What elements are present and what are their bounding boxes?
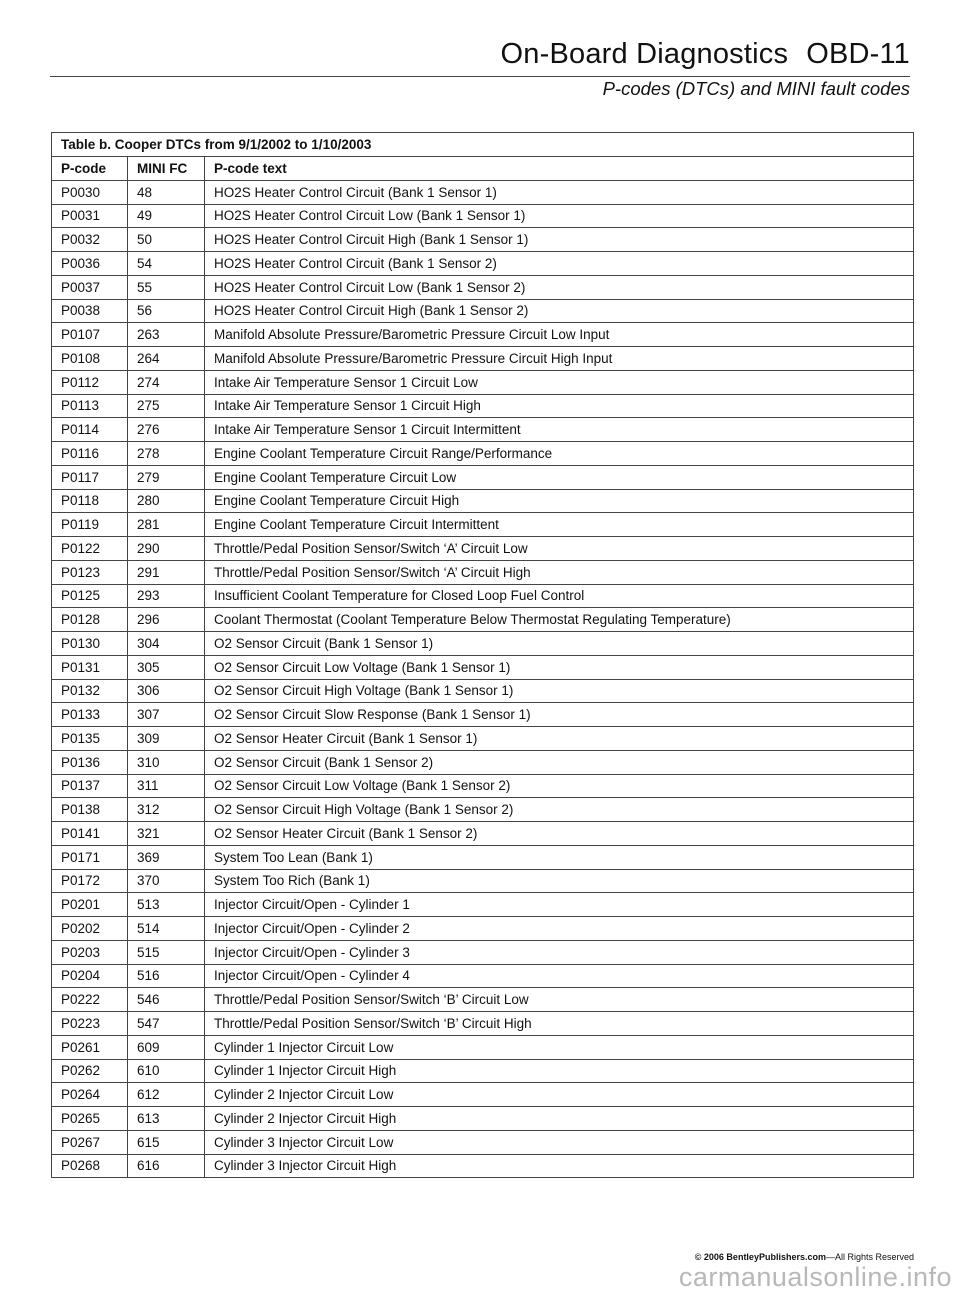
cell-pcode-text: Throttle/Pedal Position Sensor/Switch ‘B’ Circuit High bbox=[205, 1012, 914, 1036]
table-row bbox=[52, 869, 914, 893]
cell-pcode: P0171 bbox=[52, 845, 128, 869]
cell-pcode-text: O2 Sensor Circuit Low Voltage (Bank 1 Sensor 1) bbox=[205, 655, 914, 679]
table-row bbox=[52, 845, 914, 869]
cell-pcode: P0118 bbox=[52, 489, 128, 513]
cell-mini-fc: 304 bbox=[128, 632, 205, 656]
table-row bbox=[52, 489, 914, 513]
cell-pcode: P0123 bbox=[52, 560, 128, 584]
cell-pcode-text: O2 Sensor Circuit Slow Response (Bank 1 Sensor 1) bbox=[205, 703, 914, 727]
cell-mini-fc: 293 bbox=[128, 584, 205, 608]
cell-mini-fc: 615 bbox=[128, 1130, 205, 1154]
cell-pcode: P0131 bbox=[52, 655, 128, 679]
cell-pcode-text: Manifold Absolute Pressure/Barometric Pressure Circuit Low Input bbox=[205, 323, 914, 347]
table-row bbox=[52, 1035, 914, 1059]
cell-mini-fc: 278 bbox=[128, 442, 205, 466]
cell-mini-fc: 616 bbox=[128, 1154, 205, 1178]
column-header-mini-fc: MINI FC bbox=[128, 157, 205, 181]
table-row bbox=[52, 299, 914, 323]
cell-mini-fc: 311 bbox=[128, 774, 205, 798]
cell-pcode-text: Throttle/Pedal Position Sensor/Switch ‘A’ Circuit Low bbox=[205, 537, 914, 561]
cell-pcode-text: O2 Sensor Circuit High Voltage (Bank 1 Sensor 1) bbox=[205, 679, 914, 703]
cell-pcode: P0264 bbox=[52, 1083, 128, 1107]
table-body bbox=[52, 180, 914, 1178]
section-title: On-Board Diagnostics bbox=[500, 38, 789, 70]
cell-pcode-text: HO2S Heater Control Circuit (Bank 1 Sensor 2) bbox=[205, 252, 914, 276]
cell-pcode-text: Manifold Absolute Pressure/Barometric Pressure Circuit High Input bbox=[205, 347, 914, 371]
table-row bbox=[52, 323, 914, 347]
table-row bbox=[52, 1130, 914, 1154]
cell-pcode-text: Engine Coolant Temperature Circuit Range/Performance bbox=[205, 442, 914, 466]
cell-pcode: P0262 bbox=[52, 1059, 128, 1083]
cell-mini-fc: 613 bbox=[128, 1107, 205, 1131]
table-row bbox=[52, 418, 914, 442]
cell-mini-fc: 264 bbox=[128, 347, 205, 371]
cell-pcode-text: Engine Coolant Temperature Circuit Intermittent bbox=[205, 513, 914, 537]
cell-mini-fc: 547 bbox=[128, 1012, 205, 1036]
cell-pcode: P0223 bbox=[52, 1012, 128, 1036]
copyright-footer bbox=[695, 1252, 914, 1262]
cell-pcode-text: Cylinder 2 Injector Circuit Low bbox=[205, 1083, 914, 1107]
cell-pcode: P0108 bbox=[52, 347, 128, 371]
cell-mini-fc: 516 bbox=[128, 964, 205, 988]
cell-mini-fc: 612 bbox=[128, 1083, 205, 1107]
cell-pcode-text: Injector Circuit/Open - Cylinder 1 bbox=[205, 893, 914, 917]
cell-mini-fc: 515 bbox=[128, 940, 205, 964]
cell-pcode-text: Throttle/Pedal Position Sensor/Switch ‘A’ Circuit High bbox=[205, 560, 914, 584]
cell-pcode: P0114 bbox=[52, 418, 128, 442]
cell-pcode-text: HO2S Heater Control Circuit High (Bank 1 Sensor 2) bbox=[205, 299, 914, 323]
cell-mini-fc: 296 bbox=[128, 608, 205, 632]
cell-pcode: P0202 bbox=[52, 917, 128, 941]
table-row bbox=[52, 940, 914, 964]
table-row bbox=[52, 917, 914, 941]
cell-pcode: P0137 bbox=[52, 774, 128, 798]
cell-mini-fc: 291 bbox=[128, 560, 205, 584]
cell-pcode: P0268 bbox=[52, 1154, 128, 1178]
cell-pcode: P0113 bbox=[52, 394, 128, 418]
table-row bbox=[52, 465, 914, 489]
table-row bbox=[52, 727, 914, 751]
cell-pcode-text: O2 Sensor Heater Circuit (Bank 1 Sensor 2) bbox=[205, 822, 914, 846]
table-row bbox=[52, 988, 914, 1012]
cell-mini-fc: 50 bbox=[128, 228, 205, 252]
cell-pcode: P0112 bbox=[52, 370, 128, 394]
cell-pcode: P0132 bbox=[52, 679, 128, 703]
cell-pcode: P0135 bbox=[52, 727, 128, 751]
table-row bbox=[52, 1154, 914, 1178]
cell-pcode-text: Intake Air Temperature Sensor 1 Circuit Intermittent bbox=[205, 418, 914, 442]
cell-mini-fc: 307 bbox=[128, 703, 205, 727]
table-row bbox=[52, 347, 914, 371]
cell-mini-fc: 310 bbox=[128, 750, 205, 774]
cell-pcode: P0261 bbox=[52, 1035, 128, 1059]
cell-pcode-text: HO2S Heater Control Circuit Low (Bank 1 Sensor 1) bbox=[205, 204, 914, 228]
cell-pcode: P0128 bbox=[52, 608, 128, 632]
cell-mini-fc: 369 bbox=[128, 845, 205, 869]
table-row bbox=[52, 608, 914, 632]
dtc-table bbox=[51, 132, 914, 1178]
cell-pcode-text: Cylinder 2 Injector Circuit High bbox=[205, 1107, 914, 1131]
table-row bbox=[52, 442, 914, 466]
cell-mini-fc: 280 bbox=[128, 489, 205, 513]
table-row bbox=[52, 632, 914, 656]
cell-mini-fc: 276 bbox=[128, 418, 205, 442]
page-code: OBD-11 bbox=[806, 38, 910, 70]
table-row bbox=[52, 1107, 914, 1131]
table-row bbox=[52, 513, 914, 537]
cell-pcode: P0222 bbox=[52, 988, 128, 1012]
cell-pcode-text: Injector Circuit/Open - Cylinder 4 bbox=[205, 964, 914, 988]
cell-pcode-text: Cylinder 1 Injector Circuit Low bbox=[205, 1035, 914, 1059]
cell-pcode-text: Cylinder 3 Injector Circuit Low bbox=[205, 1130, 914, 1154]
page-header-title bbox=[501, 38, 911, 71]
table-row bbox=[52, 964, 914, 988]
table-row bbox=[52, 275, 914, 299]
cell-mini-fc: 56 bbox=[128, 299, 205, 323]
cell-pcode-text: Intake Air Temperature Sensor 1 Circuit High bbox=[205, 394, 914, 418]
cell-mini-fc: 263 bbox=[128, 323, 205, 347]
cell-pcode: P0267 bbox=[52, 1130, 128, 1154]
table-row bbox=[52, 679, 914, 703]
cell-mini-fc: 321 bbox=[128, 822, 205, 846]
cell-mini-fc: 513 bbox=[128, 893, 205, 917]
cell-pcode: P0116 bbox=[52, 442, 128, 466]
table-row bbox=[52, 584, 914, 608]
cell-pcode-text: System Too Rich (Bank 1) bbox=[205, 869, 914, 893]
cell-pcode: P0037 bbox=[52, 275, 128, 299]
table-row bbox=[52, 822, 914, 846]
cell-pcode: P0204 bbox=[52, 964, 128, 988]
table-row bbox=[52, 228, 914, 252]
cell-pcode-text: HO2S Heater Control Circuit High (Bank 1 Sensor 1) bbox=[205, 228, 914, 252]
cell-pcode-text: Coolant Thermostat (Coolant Temperature Below Thermostat Regulating Temperature) bbox=[205, 608, 914, 632]
cell-pcode-text: Injector Circuit/Open - Cylinder 3 bbox=[205, 940, 914, 964]
cell-pcode-text: Injector Circuit/Open - Cylinder 2 bbox=[205, 917, 914, 941]
table-row bbox=[52, 1083, 914, 1107]
cell-pcode-text: O2 Sensor Circuit (Bank 1 Sensor 2) bbox=[205, 750, 914, 774]
cell-pcode-text: Throttle/Pedal Position Sensor/Switch ‘B’ Circuit Low bbox=[205, 988, 914, 1012]
table-row bbox=[52, 560, 914, 584]
cell-mini-fc: 546 bbox=[128, 988, 205, 1012]
cell-pcode-text: HO2S Heater Control Circuit (Bank 1 Sensor 1) bbox=[205, 180, 914, 204]
cell-pcode: P0122 bbox=[52, 537, 128, 561]
cell-mini-fc: 281 bbox=[128, 513, 205, 537]
cell-pcode: P0203 bbox=[52, 940, 128, 964]
table-row bbox=[52, 252, 914, 276]
table-row bbox=[52, 774, 914, 798]
table-row bbox=[52, 655, 914, 679]
cell-pcode: P0031 bbox=[52, 204, 128, 228]
cell-pcode-text: Engine Coolant Temperature Circuit Low bbox=[205, 465, 914, 489]
cell-pcode: P0172 bbox=[52, 869, 128, 893]
table-row bbox=[52, 180, 914, 204]
cell-pcode-text: System Too Lean (Bank 1) bbox=[205, 845, 914, 869]
cell-pcode: P0125 bbox=[52, 584, 128, 608]
cell-mini-fc: 48 bbox=[128, 180, 205, 204]
table-header-row bbox=[52, 157, 914, 181]
cell-pcode: P0117 bbox=[52, 465, 128, 489]
table-row bbox=[52, 537, 914, 561]
table-row bbox=[52, 893, 914, 917]
cell-pcode: P0201 bbox=[52, 893, 128, 917]
cell-mini-fc: 609 bbox=[128, 1035, 205, 1059]
cell-mini-fc: 306 bbox=[128, 679, 205, 703]
cell-pcode-text: Intake Air Temperature Sensor 1 Circuit Low bbox=[205, 370, 914, 394]
cell-pcode-text: Engine Coolant Temperature Circuit High bbox=[205, 489, 914, 513]
cell-pcode: P0038 bbox=[52, 299, 128, 323]
page-subtitle: P-codes (DTCs) and MINI fault codes bbox=[602, 78, 910, 99]
copyright-prefix: © 2006 BentleyPublishers.com bbox=[694, 1252, 826, 1262]
cell-pcode: P0141 bbox=[52, 822, 128, 846]
cell-pcode-text: Insufficient Coolant Temperature for Closed Loop Fuel Control bbox=[205, 584, 914, 608]
cell-pcode: P0265 bbox=[52, 1107, 128, 1131]
cell-pcode: P0030 bbox=[52, 180, 128, 204]
table-row bbox=[52, 798, 914, 822]
cell-pcode: P0107 bbox=[52, 323, 128, 347]
cell-pcode: P0032 bbox=[52, 228, 128, 252]
cell-mini-fc: 309 bbox=[128, 727, 205, 751]
column-header-pcode: P-code bbox=[52, 157, 128, 181]
cell-mini-fc: 370 bbox=[128, 869, 205, 893]
cell-mini-fc: 610 bbox=[128, 1059, 205, 1083]
table-row bbox=[52, 1012, 914, 1036]
cell-mini-fc: 274 bbox=[128, 370, 205, 394]
cell-pcode-text: HO2S Heater Control Circuit Low (Bank 1 Sensor 2) bbox=[205, 275, 914, 299]
cell-pcode-text: O2 Sensor Circuit High Voltage (Bank 1 Sensor 2) bbox=[205, 798, 914, 822]
cell-pcode-text: Cylinder 1 Injector Circuit High bbox=[205, 1059, 914, 1083]
copyright-suffix: —All Rights Reserved bbox=[825, 1252, 914, 1262]
cell-pcode-text: O2 Sensor Heater Circuit (Bank 1 Sensor 1) bbox=[205, 727, 914, 751]
cell-pcode-text: O2 Sensor Circuit Low Voltage (Bank 1 Sensor 2) bbox=[205, 774, 914, 798]
cell-mini-fc: 55 bbox=[128, 275, 205, 299]
table-row bbox=[52, 370, 914, 394]
table-row bbox=[52, 394, 914, 418]
cell-pcode: P0119 bbox=[52, 513, 128, 537]
cell-pcode: P0136 bbox=[52, 750, 128, 774]
table-row bbox=[52, 750, 914, 774]
cell-pcode: P0138 bbox=[52, 798, 128, 822]
cell-mini-fc: 279 bbox=[128, 465, 205, 489]
cell-pcode: P0036 bbox=[52, 252, 128, 276]
cell-mini-fc: 312 bbox=[128, 798, 205, 822]
cell-pcode: P0133 bbox=[52, 703, 128, 727]
table-row bbox=[52, 204, 914, 228]
cell-mini-fc: 290 bbox=[128, 537, 205, 561]
column-header-pcode-text: P-code text bbox=[205, 157, 914, 181]
cell-mini-fc: 49 bbox=[128, 204, 205, 228]
cell-pcode-text: Cylinder 3 Injector Circuit High bbox=[205, 1154, 914, 1178]
cell-pcode: P0130 bbox=[52, 632, 128, 656]
table-caption-row bbox=[52, 133, 914, 157]
cell-mini-fc: 275 bbox=[128, 394, 205, 418]
cell-mini-fc: 305 bbox=[128, 655, 205, 679]
cell-mini-fc: 514 bbox=[128, 917, 205, 941]
cell-mini-fc: 54 bbox=[128, 252, 205, 276]
watermark: carmanualsonline.info bbox=[678, 1262, 952, 1292]
table-caption: Table b. Cooper DTCs from 9/1/2002 to 1/10/2003 bbox=[52, 133, 914, 157]
cell-pcode-text: O2 Sensor Circuit (Bank 1 Sensor 1) bbox=[205, 632, 914, 656]
table-row bbox=[52, 703, 914, 727]
table-row bbox=[52, 1059, 914, 1083]
header-divider bbox=[50, 76, 910, 77]
